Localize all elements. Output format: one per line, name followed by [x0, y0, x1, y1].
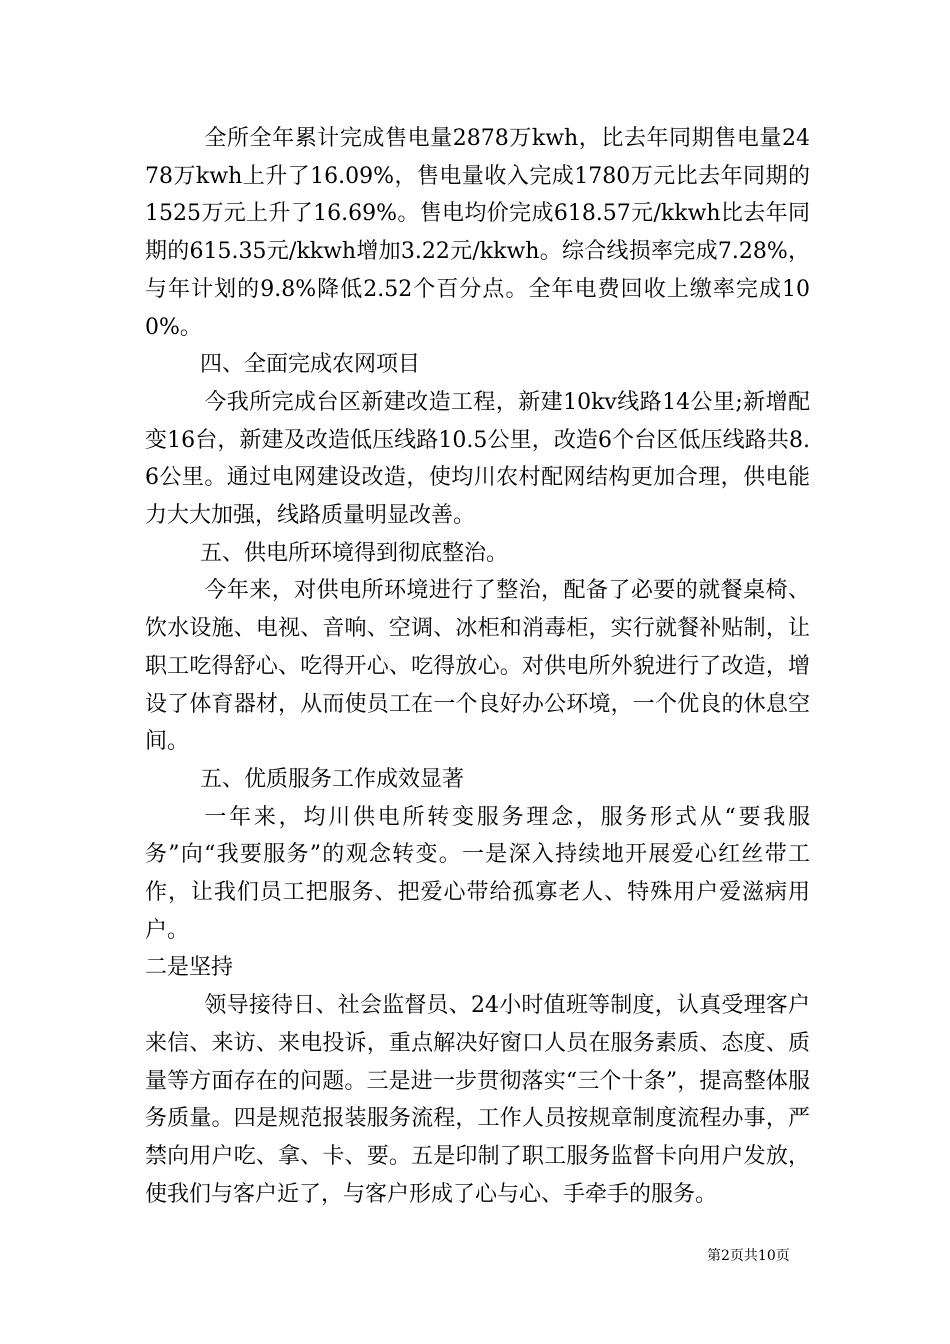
paragraph-environment: 今年来，对供电所环境进行了整治，配备了必要的就餐桌椅、饮水设施、电视、音响、空调、冰柜和消毒柜，实行就餐补贴制，让职工吃得舒心、吃得开心、吃得放心。对供电所外貌进行了改造，增设了体育器材，从而使员工在一个良好办公环境，一个优良的休息空间。 — [145, 578, 810, 755]
paragraph-service-fragment: 二是坚持 — [145, 955, 234, 981]
paragraph-sales-summary: 全所全年累计完成售电量2878万kwh，比去年同期售电量2478万kwh上升了16.09%，售电量收入完成1780万元比去年同期的1525万元上升了16.69%。售电均价完成618.57元/kkwh比去年同期的615.35元/kkwh增加3.22元/kkwh。综合线损率完成7.28%，与年计划的9.8%降低2.52个百分点。全年电费回收上缴率完成100%。 — [145, 126, 810, 340]
section-heading-service: 五、优质服务工作成效显著 — [200, 766, 465, 792]
section-heading-environment: 五、供电所环境得到彻底整治。 — [200, 540, 509, 566]
paragraph-service-intro: 一年来，均川供电所转变服务理念，服务形式从“要我服务”向“我要服务”的观念转变。一是深入持续地开展爱心红丝带工作，让我们员工把服务、把爱心带给孤寡老人、特殊用户爱滋病用户。 — [145, 804, 810, 943]
paragraph-rural-grid: 今我所完成台区新建改造工程，新建10kv线路14公里;新增配变16台，新建及改造低压线路10.5公里，改造6个台区低压线路共8.6公里。通过电网建设改造，使均川农村配网结构更加合理，供电能力大大加强，线路质量明显改善。 — [145, 389, 810, 529]
paragraph-service-details: 领导接待日、社会监督员、24小时值班等制度，认真受理客户来信、来访、来电投诉，重点解决好窗口人员在服务素质、态度、质量等方面存在的问题。三是进一步贯彻落实“三个十条”，提高整体服务质量。四是规范报装服务流程，工作人员按规章制度流程办事，严禁向用户吃、拿、卡、要。五是印制了职工服务监督卡向用户发放，使我们与客户近了，与客户形成了心与心、手牵手的服务。 — [145, 993, 810, 1207]
section-heading-rural-grid: 四、全面完成农网项目 — [200, 352, 421, 378]
document-body — [145, 120, 810, 1213]
page-number-footer: 第2页共10页 — [707, 1248, 790, 1264]
